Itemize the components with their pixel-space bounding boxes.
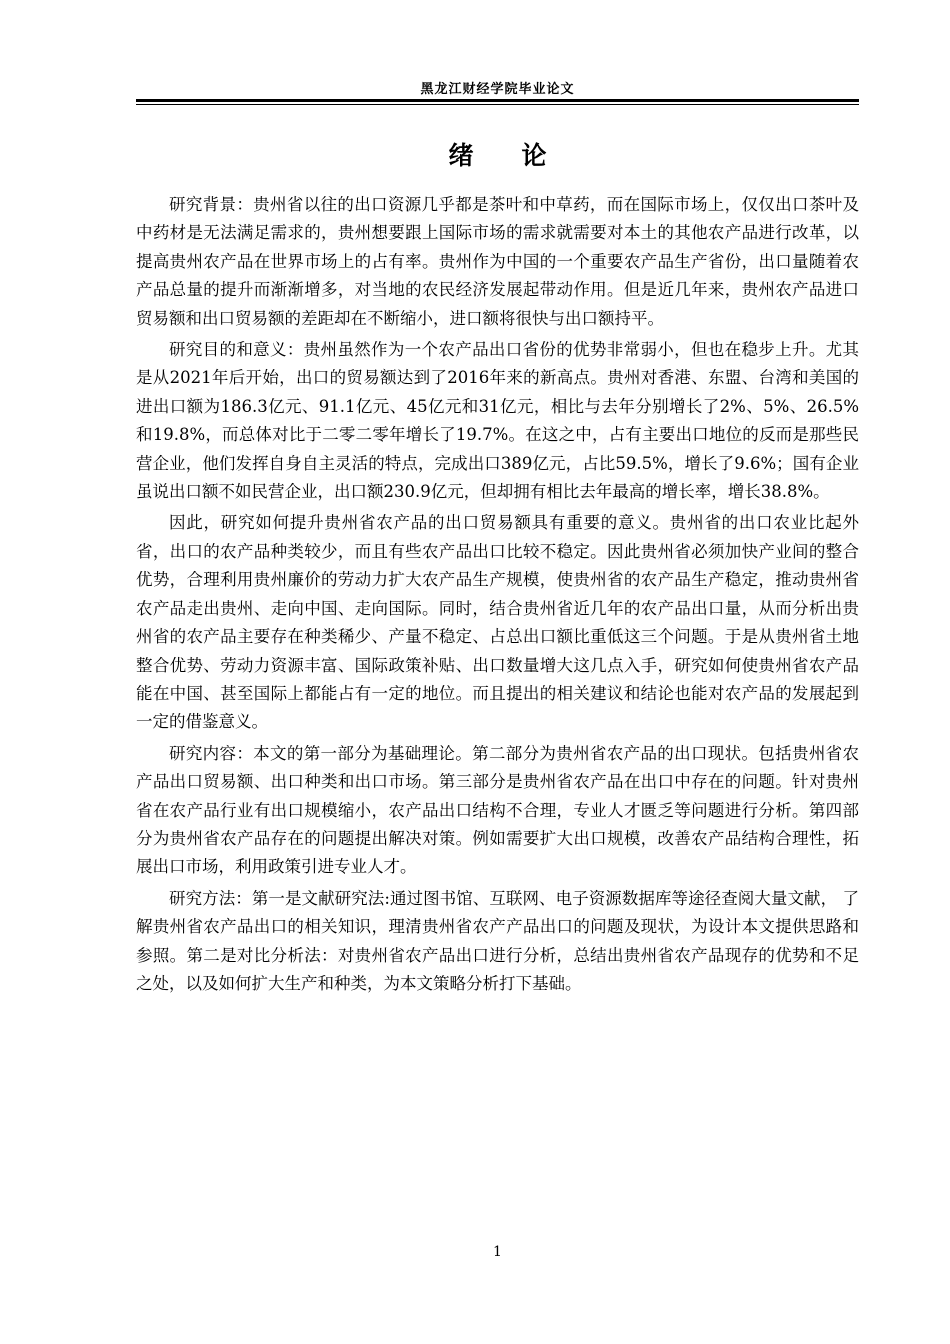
header-rule-thin — [136, 104, 859, 105]
paragraph-background: 研究背景：贵州省以往的出口资源几乎都是茶叶和中草药，而在国际市场上，仅仅出口茶叶及中药材是无法满足需求的，贵州想要跟上国际市场的需求就需要对本土的其他农产品进行改革，以提高贵州农产品在世界市场上的占有率。贵州作为中国的一个重要农产品生产省份，出口量随着农产品总量的提升而渐渐增多，对当地的农民经济发展起带动作用。但是近几年来，贵州农产品进口贸易额和出口贸易额的差距却在不断缩小，进口额将很快与出口额持平。 — [136, 195, 859, 328]
paragraph-methods: 研究方法：第一是文献研究法:通过图书馆、互联网、电子资源数据库等途径查阅大量文献， 了解贵州省农产品出口的相关知识，理清贵州省农产产品出口的问题及现状，为设计本文提供思路和参照。第二是对比分析法：对贵州省农产品出口进行分析，总结出贵州省农产品现存的优势和不足之处，以及如何扩大生产和种类，为本文策略分析打下基础。 — [136, 888, 859, 993]
chapter-title — [136, 136, 859, 172]
page-number: 1 — [493, 1244, 502, 1260]
running-header: 黑龙江财经学院毕业论文 — [420, 82, 575, 97]
header-rule-thick — [136, 99, 859, 102]
paragraph-content: 研究内容：本文的第一部分为基础理论。第二部分为贵州省农产品的出口现状。包括贵州省农产品出口贸易额、出口种类和出口市场。第三部分是贵州省农产品在出口中存在的问题。针对贵州省在农产品行业有出口规模缩小，农产品出口结构不合理，专业人才匮乏等问题进行分析。第四部分为贵州省农产品存在的问题提出解决对策。例如需要扩大出口规模，改善农产品结构合理性，拓展出口市场，利用政策引进专业人才。 — [136, 743, 859, 877]
chapter-title-char-1: 绪 — [448, 141, 474, 170]
chapter-title-char-2: 论 — [521, 141, 547, 170]
paragraph-purpose: 研究目的和意义：贵州虽然作为一个农产品出口省份的优势非常弱小，但也在稳步上升。尤其是从2021年后开始，出口的贸易额达到了2016年来的新高点。贵州对香港、东盟、台湾和美国的进出口额为186.3亿元、91.1亿元、45亿元和31亿元，相比与去年分别增长了2%、5%、26.5%和19.8%，而总体对比于二零二零年增长了19.7%。在这之中，占有主要出口地位的反而是那些民营企业，他们发挥自身自主灵活的特点，完成出口389亿元，占比59.5%，增长了9.6%；国有企业虽说出口额不如民营企业，出口额230.9亿元，但却拥有相比去年最高的增长率，增长38.8%。 — [136, 340, 859, 502]
body-text — [136, 191, 859, 998]
paragraph-significance: 因此，研究如何提升贵州省农产品的出口贸易额具有重要的意义。贵州省的出口农业比起外省，出口的农产品种类较少，而且有些农产品出口比较不稳定。因此贵州省必须加快产业间的整合优势，合理利用贵州廉价的劳动力扩大农产品生产规模，使贵州省的农产品生产稳定，推动贵州省农产品走出贵州、走向中国、走向国际。同时，结合贵州省近几年的农产品出口量，从而分析出贵州省的农产品主要存在种类稀少、产量不稳定、占总出口额比重低这三个问题。于是从贵州省土地整合优势、劳动力资源丰富、国际政策补贴、出口数量增大这几点入手，研究如何使贵州省农产品能在中国、甚至国际上都能占有一定的地位。而且提出的相关建议和结论也能对农产品的发展起到一定的借鉴意义。 — [136, 513, 859, 732]
